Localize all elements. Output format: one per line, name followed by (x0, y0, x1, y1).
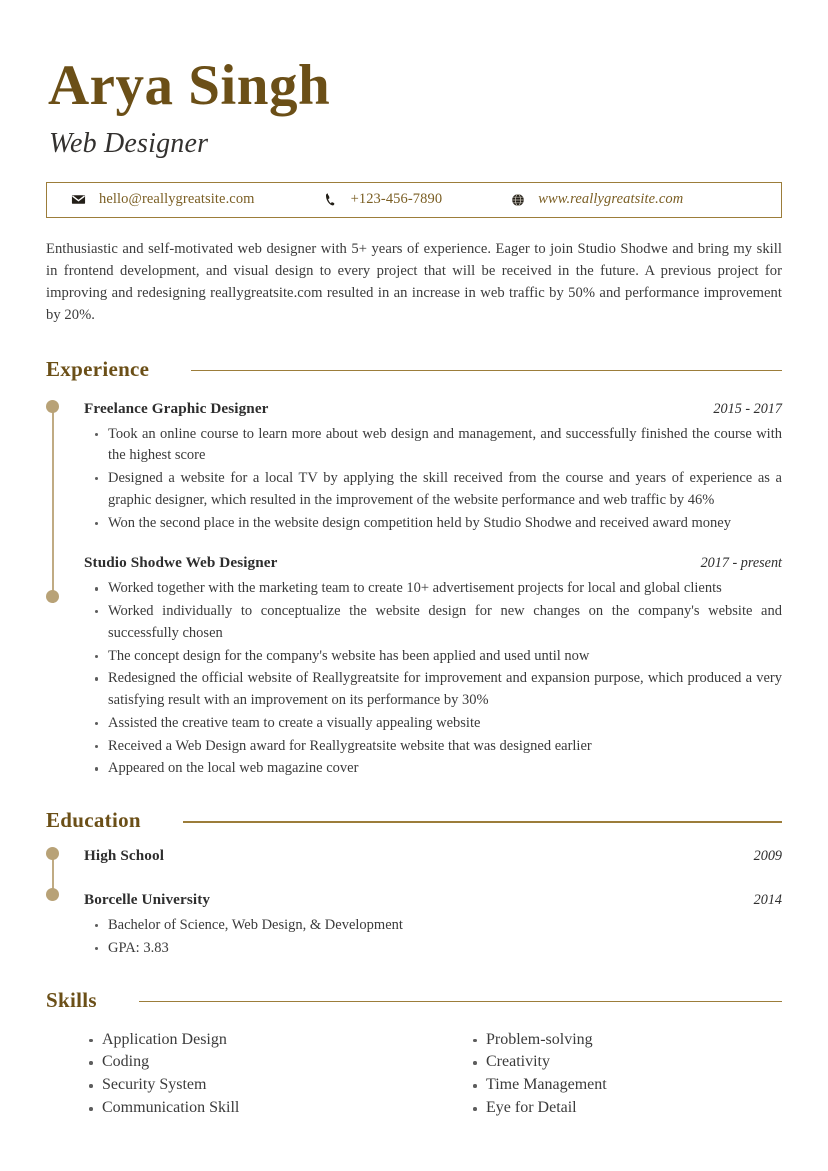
contact-website-text: www.reallygreatsite.com (538, 191, 684, 208)
entry-header (84, 891, 782, 909)
education-entry (84, 847, 782, 865)
job-date: 2017 - present (700, 555, 782, 572)
education-heading (46, 808, 782, 833)
job-bullets (84, 424, 782, 535)
list-item: Appeared on the local web magazine cover (108, 758, 782, 780)
list-item: Creativity (486, 1051, 782, 1074)
timeline-dot (46, 847, 59, 860)
experience-timeline (46, 400, 782, 781)
timeline-dot (46, 590, 59, 603)
list-item: Time Management (486, 1074, 782, 1097)
list-item: Bachelor of Science, Web Design, & Development (108, 915, 782, 937)
list-item: GPA: 3.83 (108, 938, 782, 960)
experience-entry (84, 554, 782, 780)
skill-list (466, 1029, 782, 1121)
list-item: Redesigned the official website of Reallygreatsite for improvement and expansion purpose, which produced a very satisfying result with an improvement on its performance by 30% (108, 668, 782, 712)
education-bullets (84, 915, 782, 960)
list-item: Took an online course to learn more about web design and management, and successfully finished the course with the highest score (108, 424, 782, 468)
section-education (46, 808, 782, 960)
job-date: 2015 - 2017 (713, 400, 782, 417)
section-title-experience: Experience (46, 356, 150, 381)
school-date: 2014 (753, 892, 782, 909)
list-item: Worked together with the marketing team to create 10+ advertisement projects for local and global clients (108, 578, 782, 600)
list-item: Assisted the creative team to create a visually appealing website (108, 713, 782, 735)
phone-icon (323, 192, 338, 207)
timeline-dot (46, 888, 59, 901)
skills-column-right (432, 1029, 782, 1121)
skills-columns (46, 1029, 782, 1121)
skill-list (82, 1029, 432, 1121)
entry-header (84, 400, 782, 418)
experience-heading (46, 357, 782, 382)
education-entry (84, 891, 782, 960)
list-item: Communication Skill (102, 1097, 432, 1120)
contact-bar (46, 182, 782, 218)
list-item: Won the second place in the website design competition held by Studio Shodwe and received award money (108, 513, 782, 535)
job-title: Freelance Graphic Designer (84, 399, 269, 417)
professional-summary: Enthusiastic and self-motivated web designer with 5+ years of experience. Eager to join Studio Shodwe and bring my skill in frontend development, and visual design to every project that will be received in the future. A previous project for improving and redesigning reallygreatsite.com resulted in an increase in web traffic by 50% and performance improvement by 20%. (46, 240, 782, 324)
list-item: Security System (102, 1074, 432, 1097)
entry-header (84, 847, 782, 865)
section-title-education: Education (46, 808, 141, 833)
school-name: High School (84, 847, 165, 865)
timeline-line (52, 407, 54, 603)
globe-icon (510, 192, 525, 207)
job-title: Studio Shodwe Web Designer (84, 554, 278, 572)
timeline-dot (46, 400, 59, 413)
section-divider (191, 370, 782, 371)
section-experience (46, 357, 782, 781)
list-item: Application Design (102, 1029, 432, 1052)
contact-item-phone[interactable] (323, 191, 443, 208)
job-bullets (84, 578, 782, 780)
list-item: Problem-solving (486, 1029, 782, 1052)
section-title-skills: Skills (46, 987, 97, 1012)
header-block (46, 56, 782, 160)
list-item: Worked individually to conceptualize the website design for new changes on the company's website and successfully chosen (108, 601, 782, 645)
contact-email-text: hello@reallygreatsite.com (99, 191, 255, 208)
skills-column-left (82, 1029, 432, 1121)
contact-item-website[interactable] (510, 191, 683, 208)
experience-entry (84, 400, 782, 535)
entry-header (84, 554, 782, 572)
list-item: The concept design for the company's website has been applied and used until now (108, 646, 782, 668)
section-skills (46, 988, 782, 1121)
list-item: Eye for Detail (486, 1097, 782, 1120)
school-name: Borcelle University (84, 891, 211, 909)
list-item: Coding (102, 1051, 432, 1074)
section-divider (139, 1001, 782, 1002)
education-timeline (46, 847, 782, 960)
envelope-icon (71, 192, 86, 207)
candidate-name: Arya Singh (48, 54, 331, 117)
list-item: Designed a website for a local TV by applying the skill received from the course and years of experience as a graphic designer, which resulted in the improvement of the website performance and web traffic by 46% (108, 468, 782, 512)
contact-phone-text: +123-456-7890 (350, 191, 443, 208)
candidate-role: Web Designer (49, 127, 209, 159)
section-divider (183, 821, 782, 822)
school-date: 2009 (753, 848, 782, 865)
skills-heading (46, 988, 782, 1013)
contact-item-email[interactable] (71, 191, 255, 208)
list-item: Received a Web Design award for Reallygreatsite website that was designed earlier (108, 736, 782, 758)
